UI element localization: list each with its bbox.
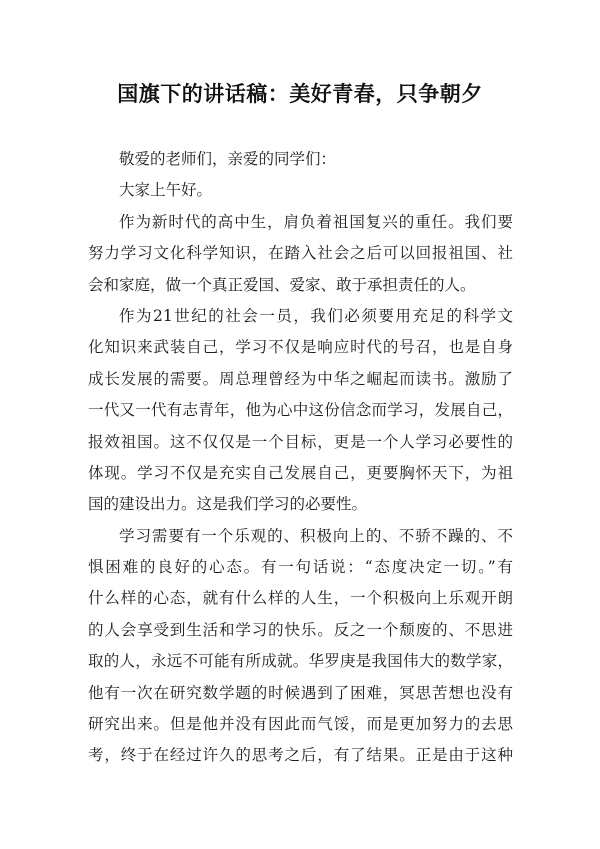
document-title: 国旗下的讲话稿：美好青春，只争朝夕 bbox=[117, 82, 483, 106]
paragraph-line: 作为新时代的高中生，肩负着祖国复兴的重任。我们要 bbox=[119, 212, 513, 231]
paragraph-line: 的人会享受到生活和学习的快乐。反之一个颓废的、不思进 bbox=[88, 620, 513, 639]
paragraph-line: 体现。学习不仅是充实自己发展自己，更要胸怀天下，为祖 bbox=[88, 463, 513, 482]
paragraph-line: 惧困难的良好的心态。有一句话说：“态度决定一切。”有 bbox=[88, 558, 513, 577]
paragraph-line: 他有一次在研究数学题的时候遇到了困难，冥思苦想也没有 bbox=[88, 683, 513, 702]
paragraph-line: 取的人，永远不可能有所成就。华罗庚是我国伟大的数学家， bbox=[88, 652, 513, 671]
paragraph-line: 国的建设出力。这是我们学习的必要性。 bbox=[88, 495, 368, 514]
paragraph-line: 作为21世纪的社会一员，我们必须要用充足的科学文 bbox=[119, 306, 513, 325]
paragraph-line: 报效祖国。这不仅仅是一个目标，更是一个人学习必要性的 bbox=[88, 432, 513, 451]
paragraph-line: 考，终于在经过许久的思考之后，有了结果。正是由于这种 bbox=[88, 746, 513, 765]
paragraph-line: 研究出来。但是他并没有因此而气馁，而是更加努力的去思 bbox=[88, 715, 513, 734]
paragraph-line: 什么样的心态，就有什么样的人生，一个积极向上乐观开朗 bbox=[88, 589, 513, 608]
salutation-line: 大家上午好。 bbox=[119, 181, 213, 200]
paragraph-line: 会和家庭，做一个真正爱国、爱家、敢于承担责任的人。 bbox=[88, 275, 476, 294]
document-body bbox=[88, 144, 513, 772]
greeting-line: 敬爱的老师们，亲爱的同学们： bbox=[119, 150, 337, 168]
paragraph-line: 一代又一代有志青年，他为心中这份信念而学习，发展自己， bbox=[88, 401, 513, 420]
paragraph-line: 成长发展的需要。周总理曾经为中华之崛起而读书。激励了 bbox=[88, 369, 513, 388]
paragraph-line: 学习需要有一个乐观的、积极向上的、不骄不躁的、不 bbox=[119, 526, 513, 545]
paragraph-line: 努力学习文化科学知识，在踏入社会之后可以回报祖国、社 bbox=[88, 244, 513, 263]
paragraph-line: 化知识来武装自己，学习不仅是响应时代的号召，也是自身 bbox=[88, 338, 513, 357]
